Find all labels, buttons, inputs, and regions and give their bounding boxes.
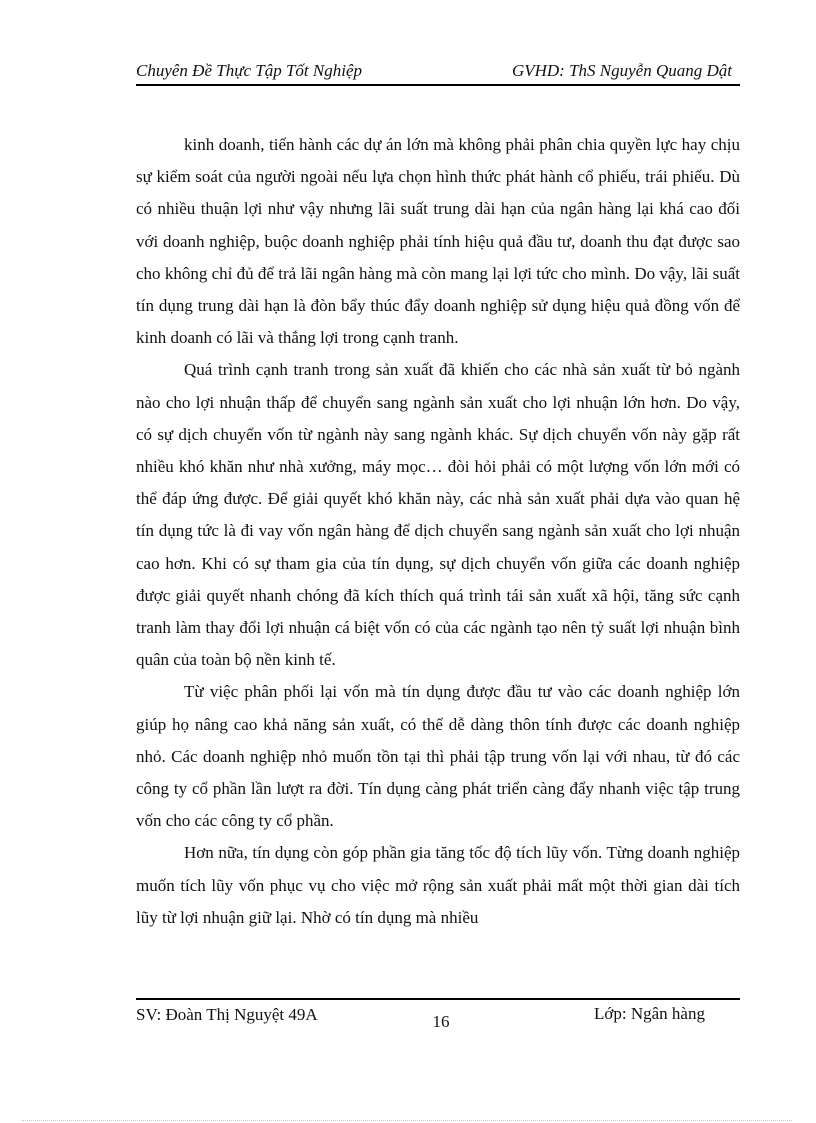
supervisor-name: GVHD: ThS Nguyễn Quang Dật [511, 61, 732, 80]
document-title: Chuyên Đề Thực Tập Tốt Nghiệp [136, 61, 363, 80]
paragraph-2: Quá trình cạnh tranh trong sản xuất đã khiến cho các nhà sản xuất từ bỏ ngành nào cho lợi nhuận thấp để chuyển sang ngành sản xuất cho lợi nhuận lớn hơn. Do vậy, có sự dịch chuyển vốn từ ngành này sang ngành khác. Sự dịch chuyển vốn này gặp rất nhiều khó khăn như nhà xưởng, máy mọc… đòi hỏi phải có một lượng vốn lớn mới có thể đáp ứng được. Để giải quyết khó khăn này, các nhà sản xuất phải dựa vào quan hệ tín dụng tức là đi vay vốn ngân hàng để dịch chuyển sang ngành sản xuất cho lợi nhuận cao hơn. Khi có sự tham gia của tín dụng, sự dịch chuyển vốn giữa các doanh nghiệp được giải quyết nhanh chóng đã kích thích quá trình tái sản xuất xã hội, tăng sức cạnh tranh làm thay đổi lợi nhuận cá biệt vốn có của các ngành tạo nên tỷ suất lợi nhuận bình quân của toàn bộ nền kinh tế. [136, 360, 740, 670]
paragraph-1: kinh doanh, tiến hành các dự án lớn mà không phải phân chia quyền lực hay chịu sự kiểm soát của người ngoài nếu lựa chọn hình thức phát hành cổ phiếu, trái phiếu. Dù có nhiều thuận lợi như vậy nhưng lãi suất trung dài hạn của ngân hàng lại khá cao đối với doanh nghiệp, buộc doanh nghiệp phải tính hiệu quả đầu tư, doanh thu đạt được sao cho không chỉ đủ để trả lãi ngân hàng mà còn mang lại lợi tức cho mình. Do vậy, lãi suất tín dụng trung dài hạn là đòn bẩy thúc đẩy doanh nghiệp sử dụng hiệu quả đồng vốn để kinh doanh có lãi và thắng lợi trong cạnh tranh. [136, 135, 740, 348]
student-name: SV: Đoàn Thị Nguyệt 49A [136, 1005, 318, 1024]
class-name: Lớp: Ngân hàng [594, 1004, 705, 1023]
paragraph-4: Hơn nữa, tín dụng còn góp phần gia tăng tốc độ tích lũy vốn. Từng doanh nghiệp muốn tích lũy vốn phục vụ cho việc mở rộng sản xuất phải mất một thời gian dài tích lũy từ lợi nhuận giữ lại. Nhờ có tín dụng mà nhiều [136, 843, 740, 927]
page-number: 16 [432, 1012, 450, 1031]
page-footer [136, 998, 740, 1056]
page-edge-divider [22, 1120, 792, 1121]
body-text [136, 129, 740, 934]
paragraph-3: Từ việc phân phối lại vốn mà tín dụng được đầu tư vào các doanh nghiệp lớn giúp họ nâng cao khả năng sản xuất, có thể dễ dàng thôn tính được các doanh nghiệp nhỏ. Các doanh nghiệp nhỏ muốn tồn tại thì phải tập trung vốn lại với nhau, từ đó các công ty cổ phần lần lượt ra đời. Tín dụng càng phát triển càng đẩy nhanh việc tập trung vốn cho các công ty cổ phần. [136, 682, 740, 831]
page-header [136, 60, 740, 86]
